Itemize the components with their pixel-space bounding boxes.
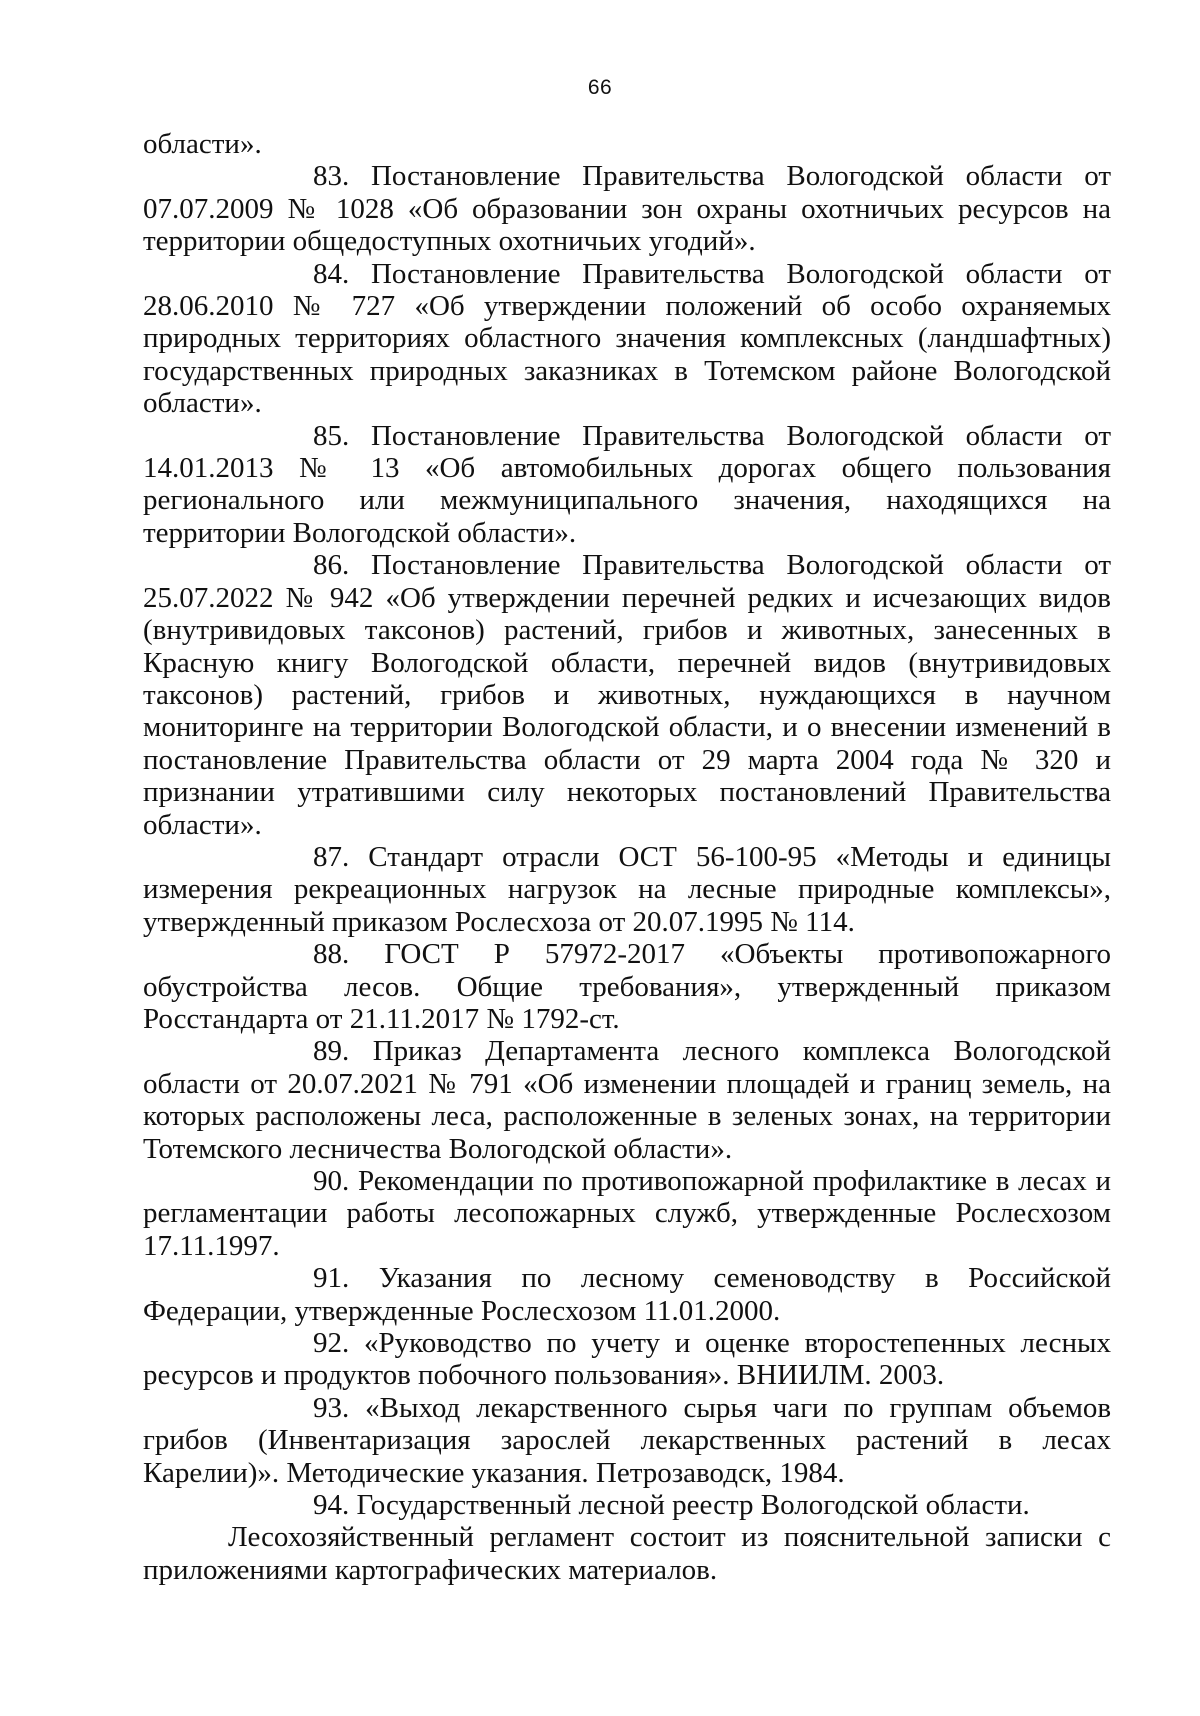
- list-item: [143, 1035, 1111, 1165]
- item-number: 93.: [313, 1391, 350, 1424]
- item-number: 86.: [313, 549, 350, 582]
- item-text: Приказ Департамента лесного комплекса Вологодской области от 20.07.2021 № 791 «Об изменении площадей и границ земель, на которых расположены леса, расположенные в зеленых зонах, на территории Тотемского лесничества Вологодской области».: [143, 1035, 1111, 1165]
- list-item: [143, 549, 1111, 841]
- item-text: «Выход лекарственного сырья чаги по группам объемов грибов (Инвентаризация зарослей лекарственных растений в лесах Карелии)». Методические указания. Петрозаводск, 1984.: [143, 1391, 1112, 1489]
- list-item: [143, 1262, 1111, 1327]
- page-number: 66: [587, 76, 613, 99]
- list-item: [143, 1327, 1111, 1392]
- list-item: [143, 1489, 1111, 1521]
- item-number: 91.: [313, 1262, 350, 1295]
- item-text: Стандарт отрасли ОСТ 56-100-95 «Методы и единицы измерения рекреационных нагрузок на лесные природные комплексы», утвержденный приказом Рослесхоза от 20.07.1995 № 114.: [143, 840, 1111, 938]
- list-item: [143, 160, 1111, 257]
- item-number: 87.: [313, 840, 350, 873]
- item-number: 88.: [313, 938, 350, 971]
- item-number: 94.: [313, 1489, 350, 1522]
- item-text: Постановление Правительства Вологодской области от 14.01.2013 № 13 «Об автомобильных дорогах общего пользования регионального или межмуниципального значения, находящихся на территории Вологодской области».: [143, 419, 1112, 549]
- list-item: [143, 841, 1111, 938]
- item-text: ГОСТ Р 57972-2017 «Объекты противопожарного обустройства лесов. Общие требования», утвержденный приказом Росстандарта от 21.11.2017 № 1792-ст.: [143, 938, 1111, 1035]
- list-item: [143, 258, 1111, 420]
- document-body: [143, 128, 1111, 1586]
- item-text: Постановление Правительства Вологодской области от 25.07.2022 № 942 «Об утверждении перечней редких и исчезающих видов (внутривидовых таксонов) растений, грибов и животных, занесенных в Красную книгу Вологодской области, перечней видов (внутривидовых таксонов) растений, грибов и животных, нуждающихся в научном мониторинге на территории Вологодской области, и о внесении изменений в постановление Правительства области от 29 марта 2004 года № 320 и признании утратившими силу некоторых постановлений Правительства области».: [143, 549, 1112, 841]
- item-text: «Руководство по учету и оценке второстепенных лесных ресурсов и продуктов побочного пользования». ВНИИЛМ. 2003.: [143, 1327, 1111, 1392]
- item-text: Указания по лесному семеноводству в Российской Федерации, утвержденные Рослесхозом 11.01.2000.: [143, 1262, 1112, 1327]
- item-number: 83.: [313, 160, 350, 193]
- item-number: 90.: [313, 1165, 350, 1197]
- item-text: Постановление Правительства Вологодской области от 07.07.2009 № 1028 «Об образовании зон охраны охотничьих ресурсов на территории общедоступных охотничьих угодий».: [143, 160, 1112, 258]
- item-text: Постановление Правительства Вологодской области от 28.06.2010 № 727 «Об утверждении положений об особо охраняемых природных территориях областного значения комплексных (ландшафтных) государственных природных заказниках в Тотемском районе Вологодской области».: [143, 257, 1112, 420]
- item-number: 85.: [313, 419, 350, 452]
- list-item: [143, 420, 1111, 550]
- carry-over-text: области».: [143, 128, 262, 160]
- list-item: [143, 938, 1111, 1035]
- closing-paragraph: Лесохозяйственный регламент состоит из пояснительной записки с приложениями картографических материалов.: [143, 1521, 1111, 1586]
- item-number: 89.: [313, 1035, 350, 1068]
- item-number: 84.: [313, 257, 350, 290]
- item-number: 92.: [313, 1327, 350, 1360]
- item-text: Государственный лесной реестр Вологодской области.: [356, 1489, 1030, 1522]
- item-text: Рекомендации по противопожарной профилактике в лесах и регламентации работы лесопожарных служб, утвержденные Рослесхозом 17.11.1997.: [143, 1165, 1112, 1262]
- list-item: [143, 1392, 1111, 1489]
- list-item: [143, 1165, 1111, 1262]
